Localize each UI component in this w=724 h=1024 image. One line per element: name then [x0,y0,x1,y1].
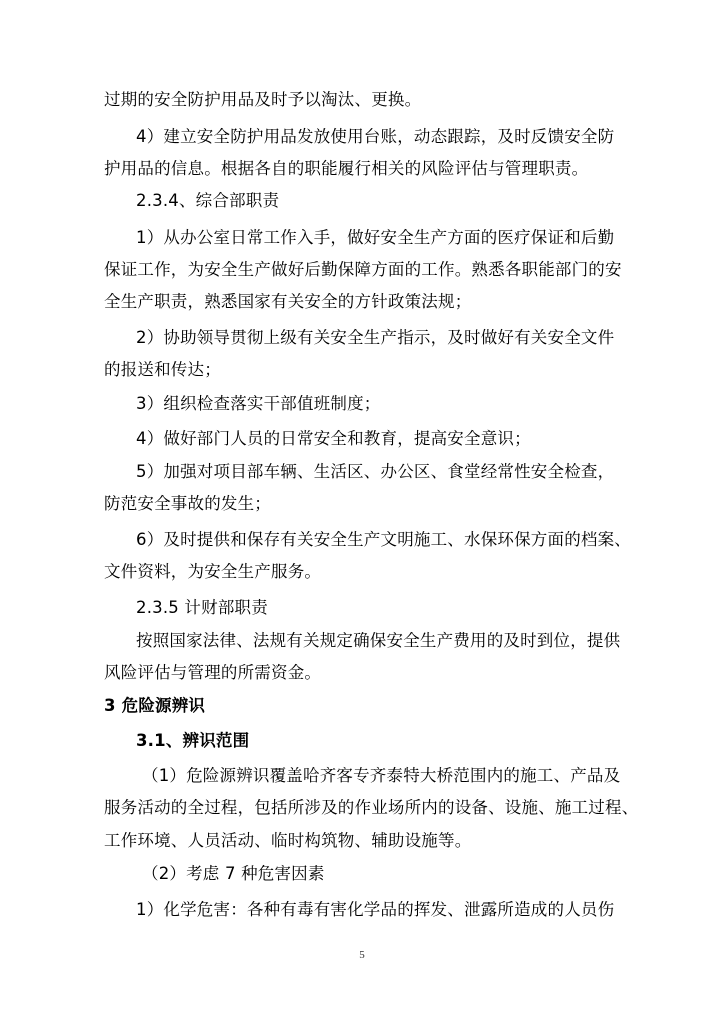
paragraph-line: 保证工作，为安全生产做好后勤保障方面的工作。熟悉各职能部门的安 [104,260,622,279]
paragraph-line: 防范安全事故的发生； [104,494,271,513]
paragraph-line: （1）危险源辨识覆盖哈齐客专齐泰特大桥范围内的施工、产品及 [142,766,621,785]
paragraph-line: 3）组织检查落实干部值班制度； [136,394,381,413]
page-number: 5 [359,949,365,961]
paragraph-line: （2）考虑 7 种危害因素 [142,864,325,883]
section-heading-2-3-4: 2.3.4、综合部职责 [136,191,280,210]
chapter-heading-3: 3 危险源辨识 [104,696,206,715]
paragraph-line: 2）协助领导贯彻上级有关安全生产指示，及时做好有关安全文件 [136,328,615,347]
paragraph-line: 护用品的信息。根据各自的职能履行相关的风险评估与管理职责。 [104,159,589,178]
paragraph-line: 服务活动的全过程，包括所涉及的作业场所内的设备、设施、施工过程、 [104,798,639,817]
paragraph-line: 5）加强对项目部车辆、生活区、办公区、食堂经常性安全检查， [136,462,615,481]
paragraph-line: 4）做好部门人员的日常安全和教育，提高安全意识； [136,429,531,448]
paragraph-line: 1）化学危害：各种有毒有害化学品的挥发、泄露所造成的人员伤 [136,900,615,919]
paragraph-line: 的报送和传达； [104,360,221,379]
paragraph-line: 文件资料，为安全生产服务。 [104,562,322,581]
paragraph-line: 按照国家法律、法规有关规定确保安全生产费用的及时到位，提供 [136,631,621,650]
paragraph-line: 过期的安全防护用品及时予以淘汰、更换。 [104,90,422,109]
paragraph-line: 全生产职责，熟悉国家有关安全的方针政策法规； [104,292,472,311]
paragraph-line: 工作环境、人员活动、临时构筑物、辅助设施等。 [104,831,472,850]
paragraph-line: 6）及时提供和保存有关安全生产文明施工、水保环保方面的档案、 [136,530,631,549]
paragraph-line: 4）建立安全防护用品发放使用台账，动态跟踪，及时反馈安全防 [136,127,615,146]
paragraph-line: 风险评估与管理的所需资金。 [104,663,322,682]
paragraph-line: 1）从办公室日常工作入手，做好安全生产方面的医疗保证和后勤 [136,228,615,247]
section-heading-2-3-5: 2.3.5 计财部职责 [136,598,268,617]
section-heading-3-1: 3.1、辨识范围 [136,731,250,750]
